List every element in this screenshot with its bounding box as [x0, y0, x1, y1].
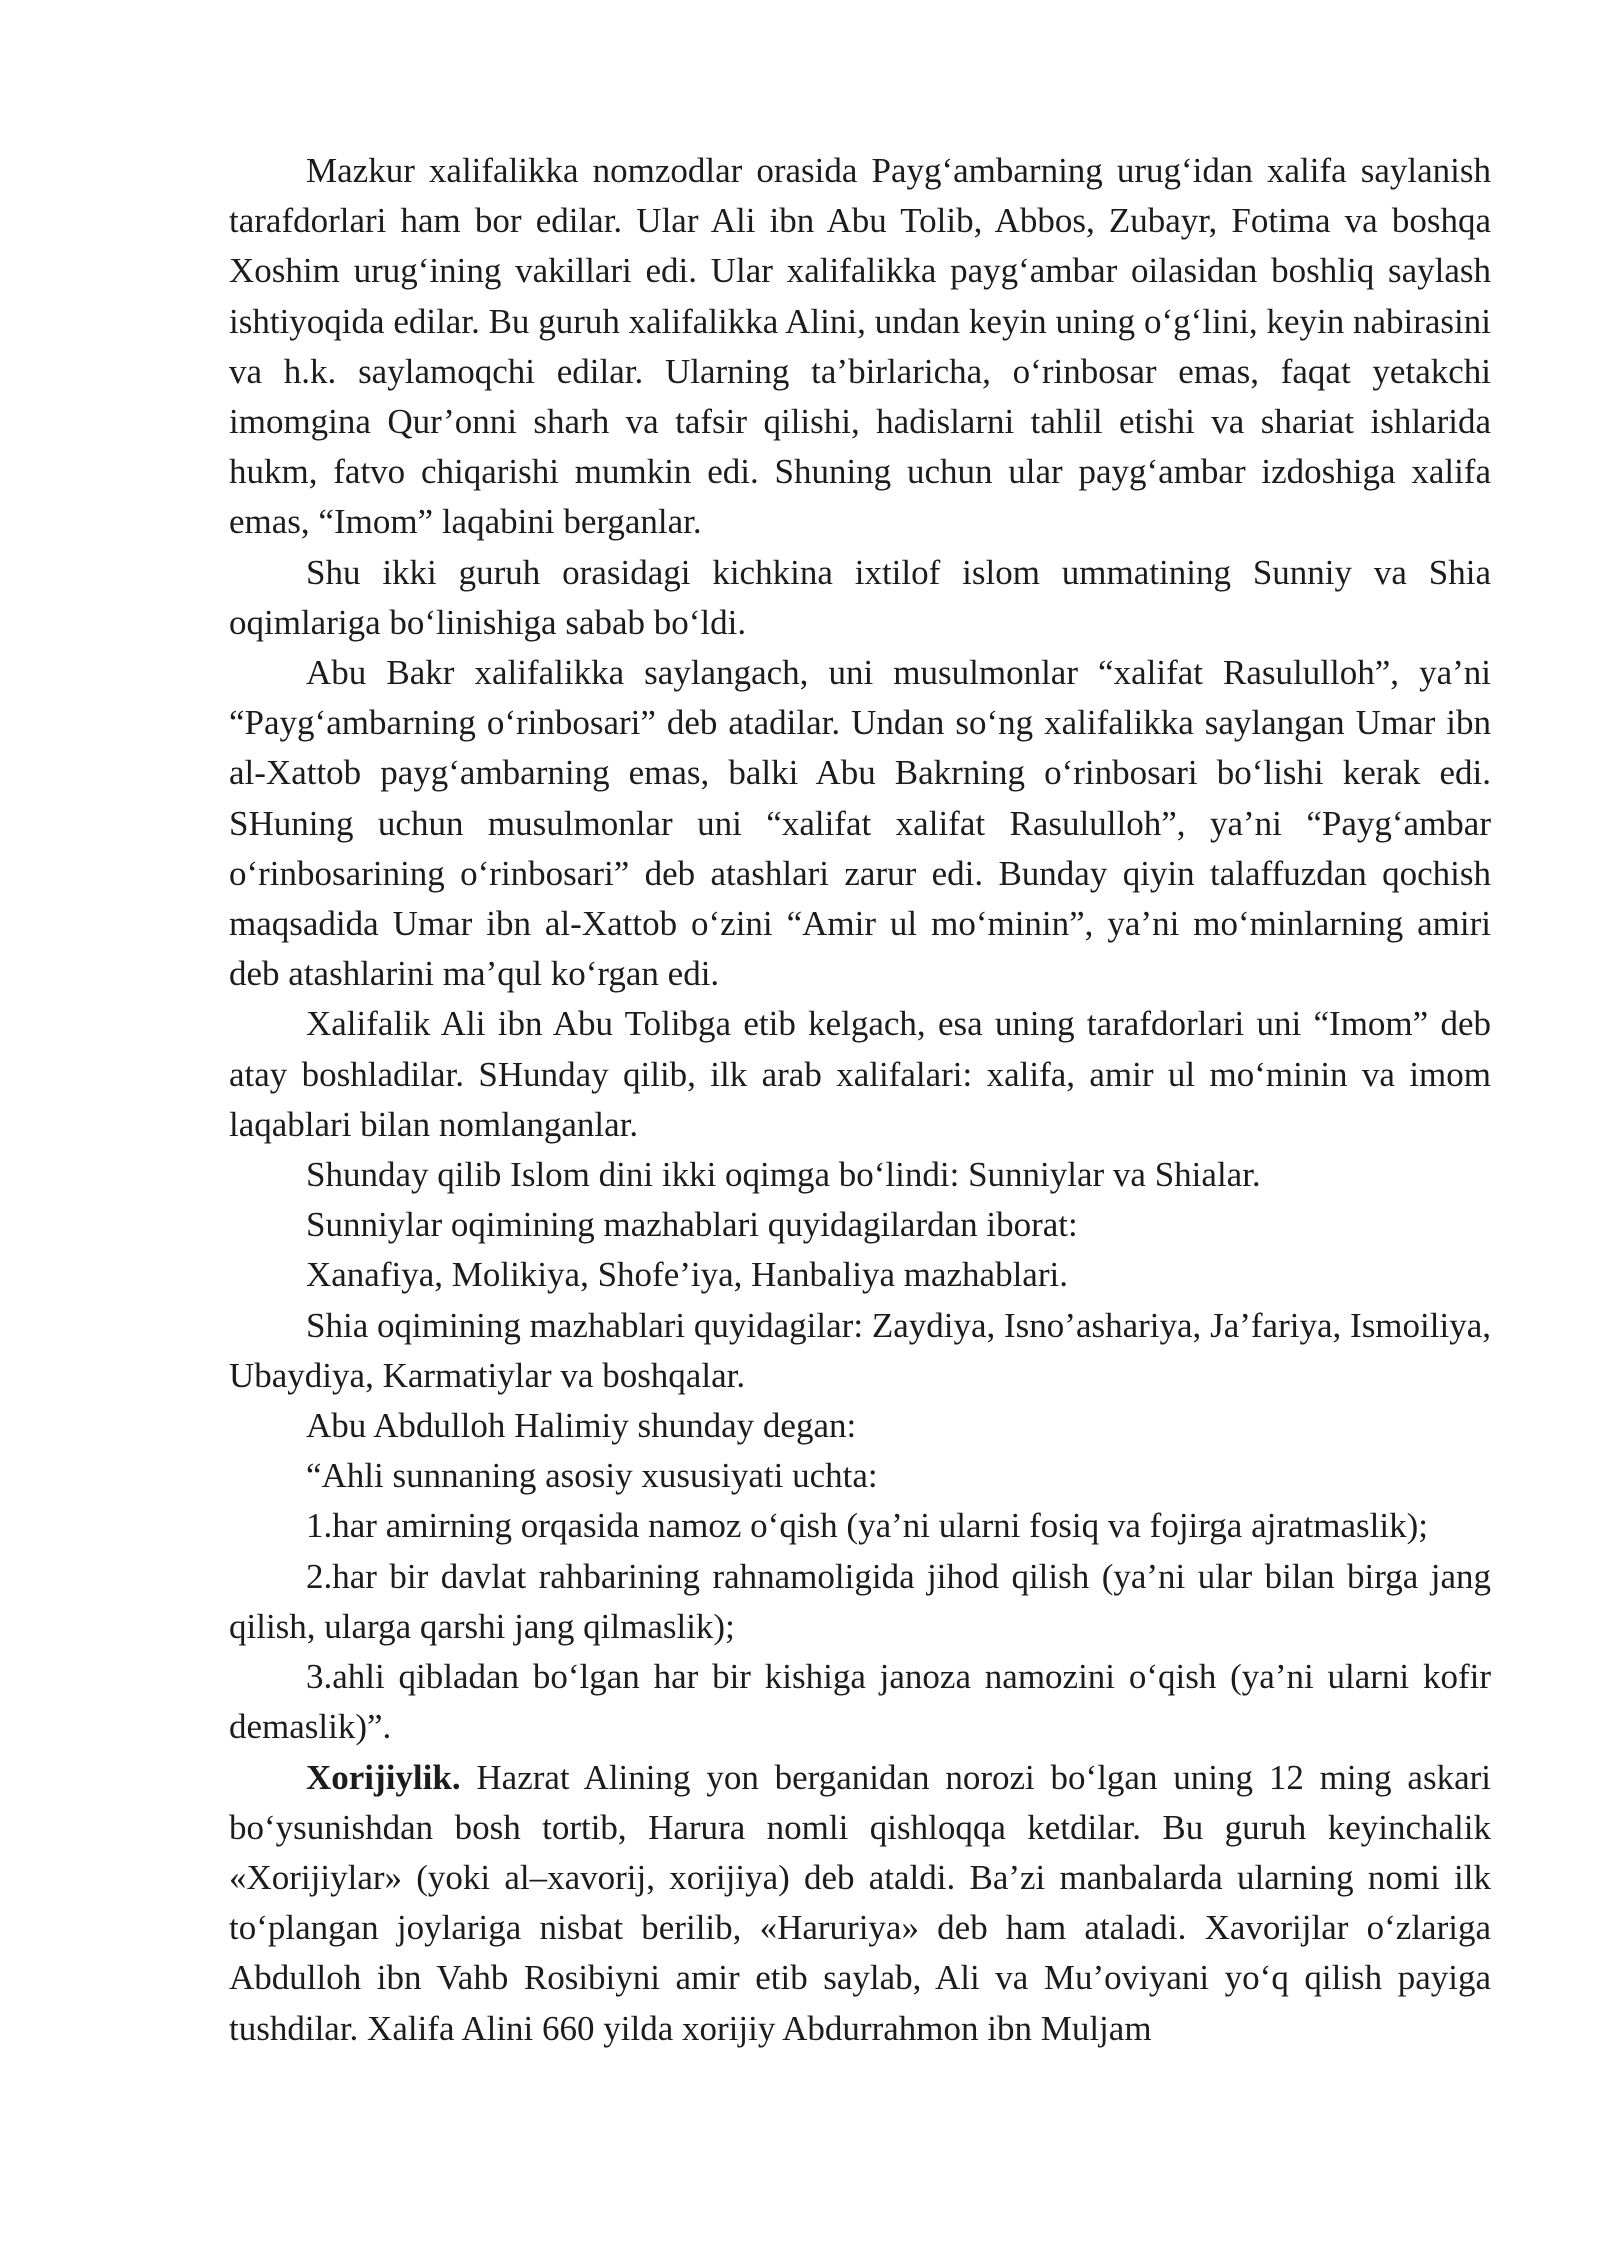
paragraph-sunni-schools-list: Xanafiya, Molikiya, Shofe’iya, Hanbaliya mazhablari.: [306, 1255, 1068, 1295]
list-item-feature-2: 2.har bir davlat rahbarining rahnamoligida jihod qilish (ya’ni ular bilan birga jang qilish, ularga qarshi jang qilmaslik);: [229, 1556, 1491, 1646]
list-item-feature-1: 1.har amirning orqasida namoz o‘qish (ya’ni ularni fosiq va fojirga ajratmaslik);: [306, 1506, 1428, 1546]
paragraph-xorijiylik: [229, 1753, 1491, 2054]
paragraph-halimiy-quote-intro: Abu Abdulloh Halimiy shunday degan:: [306, 1406, 857, 1446]
paragraph-ali-imam-title: Xalifalik Ali ibn Abu Tolibga etib kelgach, esa uning tarafdorlari uni “Imom” deb atay boshladilar. SHunday qilib, ilk arab xalifalari: xalifa, amir ul mo‘minin va imom laqablari bilan nomlanganlar.: [229, 1004, 1491, 1144]
paragraph-shia-schools: Shia oqimining mazhablari quyidagilar: Zaydiya, Isno’ashariya, Ja’fariya, Ismoiliya, Ubaydiya, Karmatiylar va boshqalar.: [229, 1305, 1491, 1395]
paragraph-caliphate-candidates: Mazkur xalifalikka nomzodlar orasida Payg‘ambarning urug‘idan xalifa saylanish tarafdorlari ham bor edilar. Ular Ali ibn Abu Tolib, Abbos, Zubayr, Fotima va boshqa Xoshim urug‘ining vakillari edi. Ular xalifalikka payg‘ambar oilasidan boshliq saylash ishtiyoqida edilar. Bu guruh xalifalikka Alini, undan keyin uning o‘g‘lini, keyin nabirasini va h.k. saylamoqchi edilar. Ularning ta’birlaricha, o‘rinbosar emas, faqat yetakchi imomgina Qur’onni sharh va tafsir qilishi, hadislarni tahlil etishi va shariat ishlarida hukm, fatvo chiqarishi mumkin edi. Shuning uchun ular payg‘ambar izdoshiga xalifa emas, “Imom” laqabini berganlar.: [229, 151, 1491, 542]
paragraph-sunni-shia-split: Shu ikki guruh orasidagi kichkina ixtilof islom ummatining Sunniy va Shia oqimlariga bo‘linishiga sabab bo‘ldi.: [229, 552, 1491, 642]
paragraph-ahli-sunna-features: “Ahli sunnaning asosiy xususiyati uchta:: [306, 1456, 878, 1496]
list-item-feature-3: 3.ahli qibladan bo‘lgan har bir kishiga janoza namozini o‘qish (ya’ni ularni kofir demaslik)”.: [229, 1657, 1491, 1747]
paragraph-xorijiylik-text: Hazrat Alining yon berganidan norozi bo‘lgan uning 12 ming askari bo‘ysunishdan bosh tortib, Harura nomli qishloqqa ketdilar. Bu guruh keyinchalik «Xorijiylar» (yoki al–xavorij, xorijiya) deb ataldi. Ba’zi manbalarda ularning nomi ilk to‘plangan joylariga nisbat berilib, «Haruriya» deb ham ataladi. Xavorijlar o‘zlariga Abdulloh ibn Vahb Rosibiyni amir etib saylab, Ali va Mu’oviyani yo‘q qilish payiga tushdilar. Xalifa Alini 660 yilda xorijiy Abdurrahmon ibn Muljam: [229, 1757, 1491, 2048]
paragraph-abu-bakr-titles: Abu Bakr xalifalikka saylangach, uni musulmonlar “xalifat Rasululloh”, ya’ni “Payg‘ambarning o‘rinbosari” deb atadilar. Undan so‘ng xalifalikka saylangan Umar ibn al-Xattob payg‘ambarning emas, balki Abu Bakrning o‘rinbosari bo‘lishi kerak edi. SHuning uchun musulmonlar uni “xalifat xalifat Rasululloh”, ya’ni “Payg‘ambar o‘rinbosarining o‘rinbosari” deb atashlari zarur edi. Bunday qiyin talaffuzdan qochish maqsadida Umar ibn al-Xattob o‘zini “Amir ul mo‘minin”, ya’ni mo‘minlarning amiri deb atashlarini ma’qul ko‘rgan edi.: [229, 653, 1491, 994]
paragraph-two-currents: Shunday qilib Islom dini ikki oqimga bo‘lindi: Sunniylar va Shialar.: [306, 1155, 1261, 1195]
paragraph-sunni-schools-intro: Sunniylar oqimining mazhablari quyidagilardan iborat:: [306, 1205, 1078, 1245]
document-page: [229, 146, 1491, 2054]
section-heading-xorijiylik: Xorijiylik.: [306, 1757, 461, 1797]
